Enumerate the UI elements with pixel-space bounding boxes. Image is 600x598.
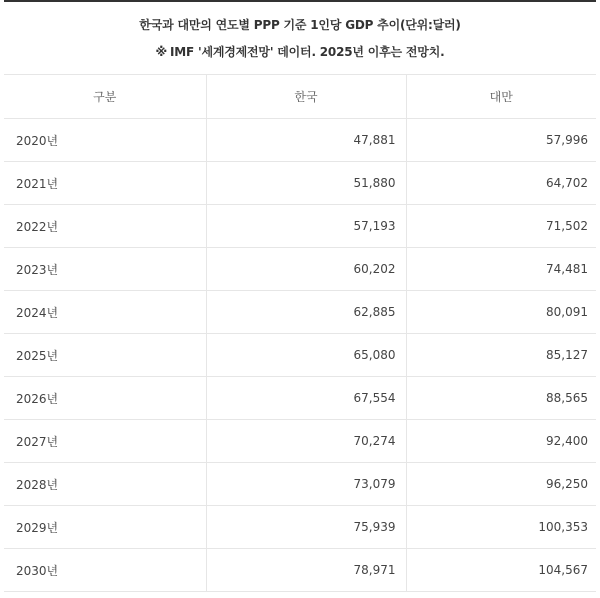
table-row	[4, 420, 596, 463]
header-category: 구분	[4, 75, 206, 119]
table-row	[4, 291, 596, 334]
taiwan-gdp: 88,565	[406, 377, 596, 420]
row-year: 2020년	[4, 119, 206, 162]
table-row	[4, 162, 596, 205]
korea-gdp: 60,202	[206, 248, 406, 291]
row-year: 2027년	[4, 420, 206, 463]
korea-gdp: 57,193	[206, 205, 406, 248]
row-year: 2025년	[4, 334, 206, 377]
taiwan-gdp: 104,567	[406, 549, 596, 592]
header-taiwan: 대만	[406, 75, 596, 119]
row-year: 2022년	[4, 205, 206, 248]
table-row	[4, 119, 596, 162]
taiwan-gdp: 85,127	[406, 334, 596, 377]
korea-gdp: 78,971	[206, 549, 406, 592]
korea-gdp: 62,885	[206, 291, 406, 334]
taiwan-gdp: 80,091	[406, 291, 596, 334]
taiwan-gdp: 100,353	[406, 506, 596, 549]
taiwan-gdp: 74,481	[406, 248, 596, 291]
note-symbol: ※	[155, 45, 168, 59]
table-row	[4, 463, 596, 506]
row-year: 2028년	[4, 463, 206, 506]
taiwan-gdp: 71,502	[406, 205, 596, 248]
table-row	[4, 377, 596, 420]
korea-gdp: 70,274	[206, 420, 406, 463]
taiwan-gdp: 96,250	[406, 463, 596, 506]
row-year: 2026년	[4, 377, 206, 420]
table-caption	[4, 2, 596, 75]
header-row	[4, 75, 596, 119]
row-year: 2024년	[4, 291, 206, 334]
korea-gdp: 51,880	[206, 162, 406, 205]
row-year: 2021년	[4, 162, 206, 205]
table-note	[156, 43, 445, 60]
row-year: 2029년	[4, 506, 206, 549]
table-title: 한국과 대만의 연도별 PPP 기준 1인당 GDP 추이(단위:달러)	[139, 18, 461, 32]
table-row	[4, 205, 596, 248]
korea-gdp: 47,881	[206, 119, 406, 162]
korea-gdp: 65,080	[206, 334, 406, 377]
korea-gdp: 75,939	[206, 506, 406, 549]
taiwan-gdp: 92,400	[406, 420, 596, 463]
table-row	[4, 334, 596, 377]
gdp-table-container	[4, 0, 596, 592]
taiwan-gdp: 64,702	[406, 162, 596, 205]
header-korea: 한국	[206, 75, 406, 119]
korea-gdp: 67,554	[206, 377, 406, 420]
row-year: 2023년	[4, 248, 206, 291]
taiwan-gdp: 57,996	[406, 119, 596, 162]
table-row	[4, 506, 596, 549]
note-text: IMF '세계경제전망' 데이터. 2025년 이후는 전망치.	[170, 45, 445, 59]
gdp-table	[4, 75, 596, 592]
korea-gdp: 73,079	[206, 463, 406, 506]
table-row	[4, 549, 596, 592]
table-row	[4, 248, 596, 291]
row-year: 2030년	[4, 549, 206, 592]
